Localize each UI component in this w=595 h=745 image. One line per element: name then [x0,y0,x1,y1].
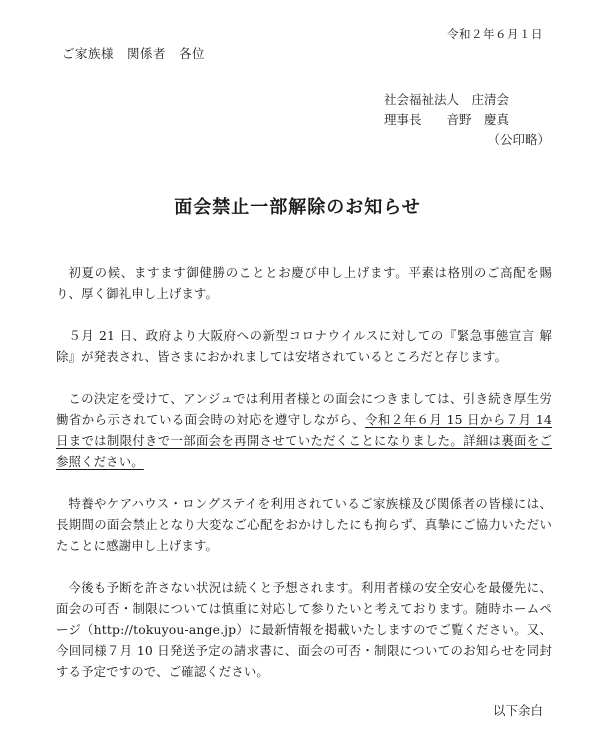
paragraph-thanks: 特養やケアハウス・ロングステイを利用されているご家族様及び関係者の皆様には、長期間の面会禁止となり大変なご心配をおかけしたにも拘らず、真摯にご協力いただいたことに感謝申し上げます。 [56,496,552,553]
document-body [56,262,552,703]
resumption-period-underlined: 令和２年６月 15 日から７月 14 日までは制限付きで一部面会を再開させていただくことになりました。詳細は裏面をご参照ください。 [56,412,552,469]
paragraph-emergency-lifted: ５月 21 日、政府より大阪府への新型コロナウイルスに対しての『緊急事態宣言 解除』が発表され、皆さまにおかれましては安堵されているところだと存じます。 [56,328,552,364]
sender-organization: 社会福祉法人 庄清会 [384,92,510,107]
paragraph-visit-resumption [56,388,552,472]
sender-block [384,90,554,150]
paragraph-future-notice: 今後も予断を許さない状況は続くと予想されます。利用者様の安全安心を最優先に、面会の可否・制限については慎重に対応して参りたいと考えております。随時ホームページ（http://tokuyou-ange.jp）に最新情報を掲載いたしますのでご覧ください。又、今回同様７月 10 日発送予定の請求書に、面会の可否・制限についてのお知らせを同封する予定ですので、ご確認ください。 [56,580,552,679]
issue-date: 令和２年６月１日 [447,27,543,41]
sender-chairman: 理事長 音野 慶真 [384,112,510,127]
seal-omitted-note: （公印略） [487,132,550,147]
closing-remark: 以下余白 [492,703,543,718]
addressee: ご家族様 関係者 各位 [62,46,206,61]
resumption-intro: この決定を受けて、アンジュでは利用者様との面会につきましては、引き続き厚生労働省から示されている面会時の対応を遵守しながら、 [56,391,552,427]
paragraph-greeting: 初夏の候、ますます御健勝のこととお慶び申し上げます。平素は格別のご高配を賜り、厚く御礼申し上げます。 [56,265,552,301]
document-title: 面会禁止一部解除のお知らせ [174,197,421,218]
